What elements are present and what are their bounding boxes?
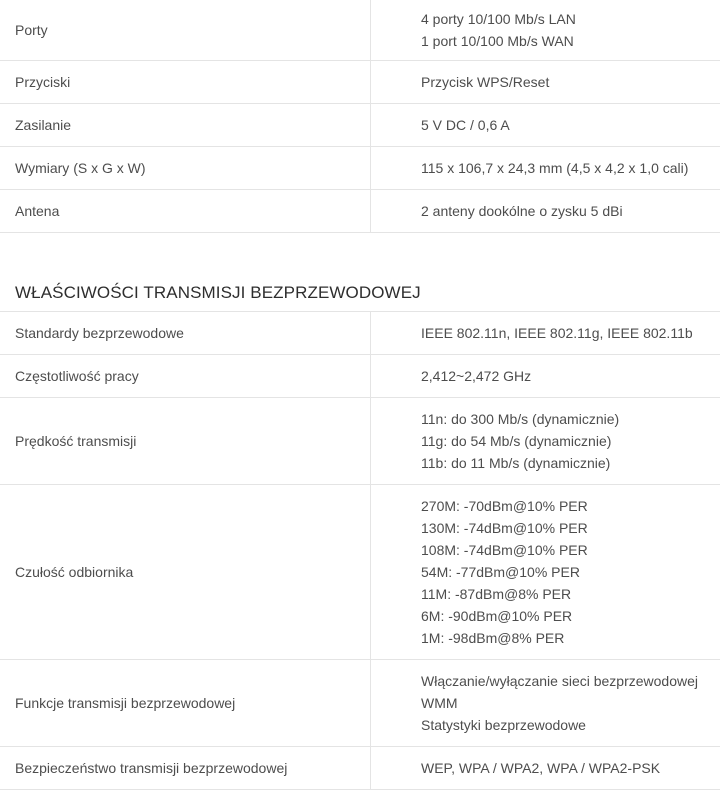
spec-label: Wymiary (S x G x W)	[0, 146, 371, 189]
spec-value-line: 1M: -98dBm@8% PER	[421, 630, 565, 646]
spec-label: Prędkość transmisji	[0, 398, 371, 485]
table-row	[0, 189, 720, 232]
spec-value	[371, 60, 720, 103]
table-row	[0, 103, 720, 146]
spec-value-line: 11n: do 300 Mb/s (dynamicznie)	[421, 411, 620, 427]
spec-label: Porty	[0, 0, 371, 60]
spec-value	[371, 398, 720, 485]
spec-label: Bezpieczeństwo transmisji bezprzewodowej	[0, 747, 371, 790]
spec-value	[371, 189, 720, 232]
spec-value-line: WEP, WPA / WPA2, WPA / WPA2-PSK	[421, 760, 661, 776]
spec-value-line: 6M: -90dBm@10% PER	[421, 608, 573, 624]
spec-value-line: WMM	[421, 695, 458, 711]
spec-value-line: IEEE 802.11n, IEEE 802.11g, IEEE 802.11b	[421, 324, 693, 341]
spec-value	[371, 660, 720, 747]
spec-value	[371, 0, 720, 60]
spec-value-line: 130M: -74dBm@10% PER	[421, 520, 588, 536]
spec-value-line: Przycisk WPS/Reset	[421, 73, 550, 90]
spec-value-line: 115 x 106,7 x 24,3 mm (4,5 x 4,2 x 1,0 cali)	[421, 159, 689, 176]
spec-label: Funkcje transmisji bezprzewodowej	[0, 660, 371, 747]
spec-label: Częstotliwość pracy	[0, 355, 371, 398]
spec-value	[371, 146, 720, 189]
spec-value-line: 2,412~2,472 GHz	[421, 368, 532, 384]
table-row	[0, 146, 720, 189]
table-row	[0, 312, 720, 355]
table-row	[0, 0, 720, 60]
table-row	[0, 747, 720, 790]
table-row	[0, 660, 720, 747]
spec-value	[371, 485, 720, 660]
spec-value-line: 11M: -87dBm@8% PER	[421, 586, 572, 602]
wireless-spec-table	[0, 312, 720, 791]
spec-value	[371, 355, 720, 398]
spec-value-line: 2 anteny dookólne o zysku 5 dBi	[421, 202, 623, 219]
spec-value	[371, 312, 720, 355]
table-row	[0, 485, 720, 660]
table-row	[0, 355, 720, 398]
spec-value-line: 5 V DC / 0,6 A	[421, 116, 510, 133]
spec-value-line: Statystyki bezprzewodowe	[421, 717, 586, 733]
spec-label: Czułość odbiornika	[0, 485, 371, 660]
spec-value-line: 4 porty 10/100 Mb/s LAN	[421, 10, 576, 27]
spec-value-line: 270M: -70dBm@10% PER	[421, 498, 588, 514]
spec-value-line: 11g: do 54 Mb/s (dynamicznie)	[421, 433, 612, 449]
spec-label: Standardy bezprzewodowe	[0, 312, 371, 355]
hardware-spec-table	[0, 0, 720, 233]
spec-value-line: 1 port 10/100 Mb/s WAN	[421, 32, 574, 49]
section-title: WŁAŚCIWOŚCI TRANSMISJI BEZPRZEWODOWEJ	[0, 275, 720, 312]
table-row	[0, 398, 720, 485]
spec-label: Przyciski	[0, 60, 371, 103]
table-row	[0, 60, 720, 103]
spec-value-line: Włączanie/wyłączanie sieci bezprzewodowej	[421, 673, 699, 689]
spec-value	[371, 103, 720, 146]
spec-label: Zasilanie	[0, 103, 371, 146]
section-spacer	[0, 233, 720, 275]
spec-value	[371, 747, 720, 790]
spec-value-line: 54M: -77dBm@10% PER	[421, 564, 580, 580]
spec-value-line: 108M: -74dBm@10% PER	[421, 542, 588, 558]
spec-value-line: 11b: do 11 Mb/s (dynamicznie)	[421, 455, 611, 471]
spec-label: Antena	[0, 189, 371, 232]
